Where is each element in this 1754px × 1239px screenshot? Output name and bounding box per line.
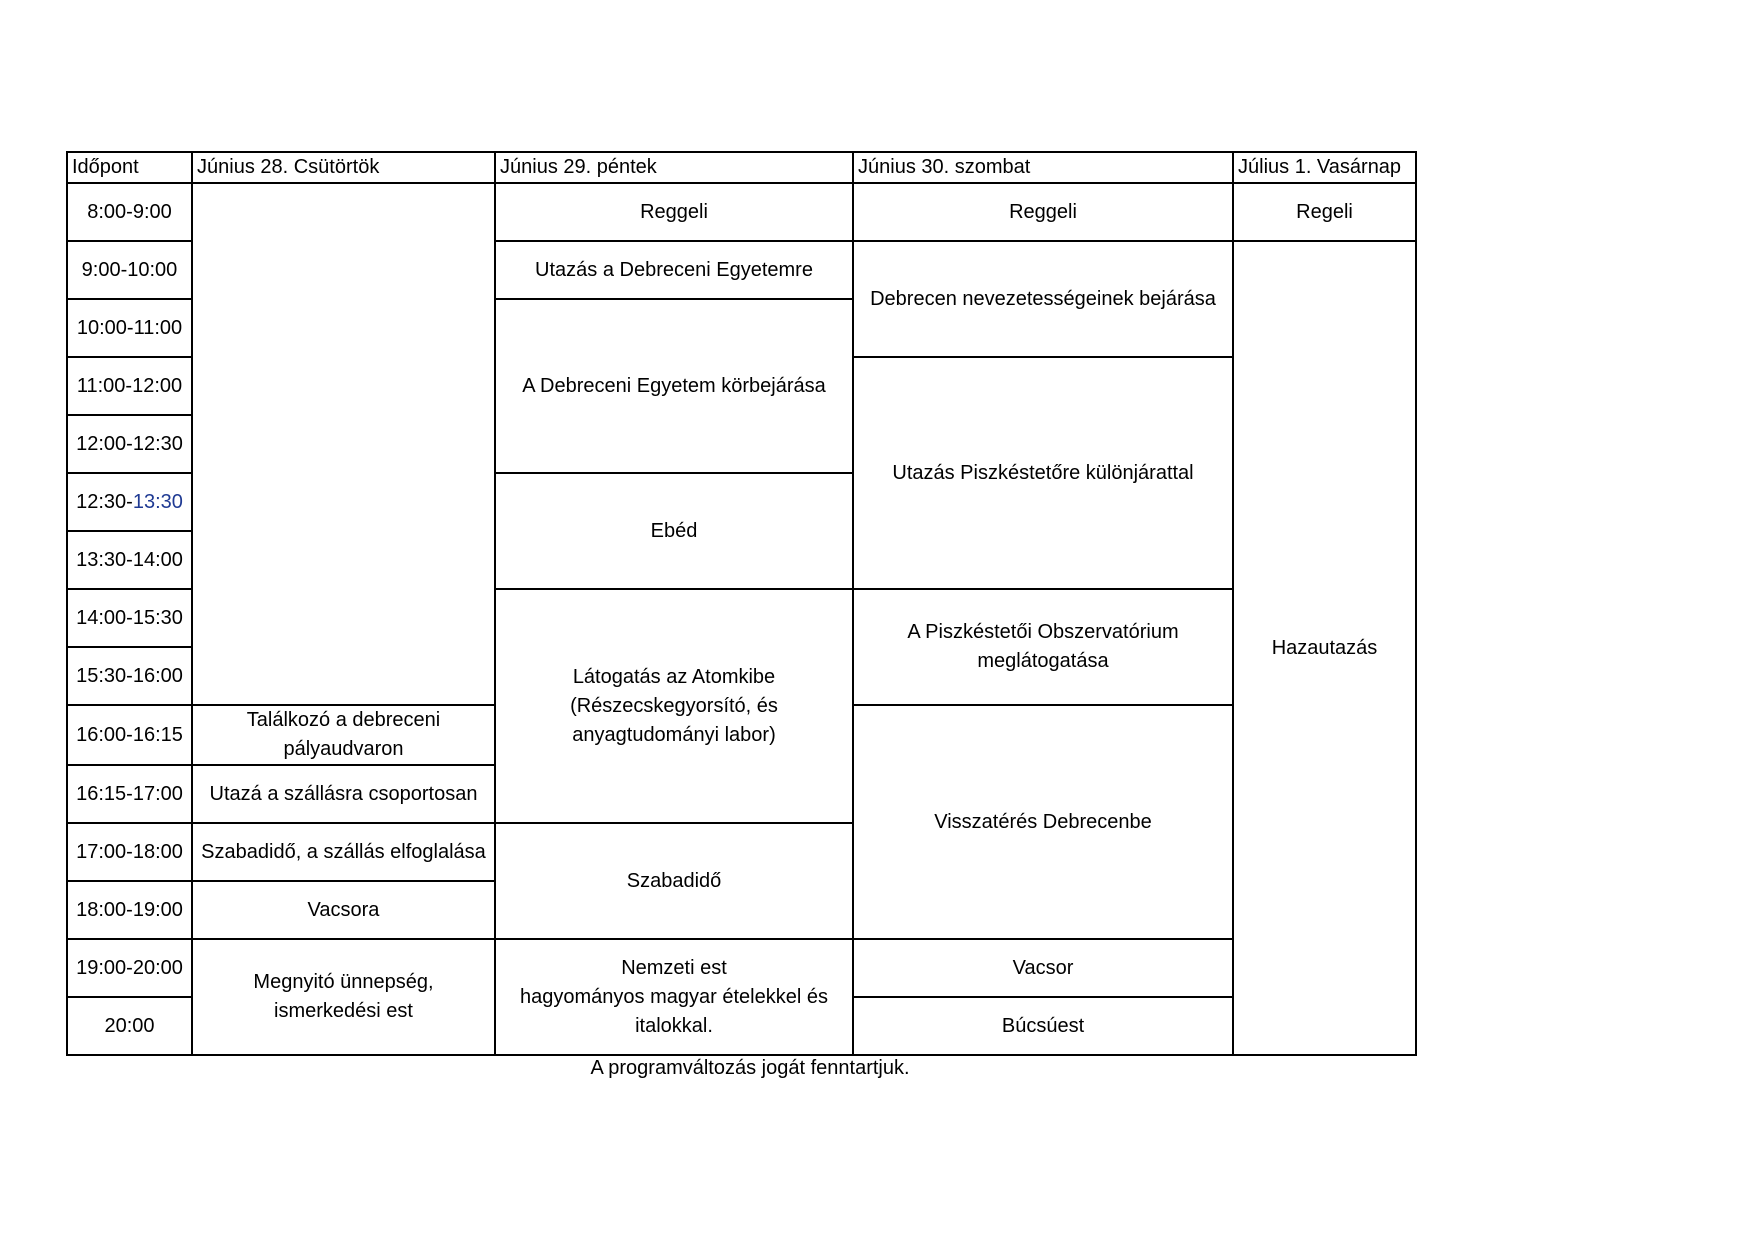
schedule-row [67,939,1416,997]
day3-farewell: Búcsúest [853,997,1233,1055]
time-slot: 17:00-18:00 [67,823,192,881]
footnote: A programváltozás jogát fenntartjuk. [590,1057,910,1079]
time-slot: 16:00-16:15 [67,705,192,765]
time-slot: 20:00 [67,997,192,1055]
time-slot: 14:00-15:30 [67,589,192,647]
time-slot: 8:00-9:00 [67,183,192,241]
day1-dinner: Vacsora [192,881,495,939]
day1-empty-cell [192,183,495,705]
day3-return: Visszatérés Debrecenbe [853,705,1233,939]
schedule-row [67,183,1416,241]
day3-observatory: A Piszkéstetői Obszervatórium meglátogatása [853,589,1233,705]
day2-visit: Látogatás az Atomkibe (Részecskegyorsító, és anyagtudományi labor) [495,589,853,823]
day3-dinner: Vacsor [853,939,1233,997]
header-day3: Június 30. szombat [853,152,1233,183]
day2-breakfast: Reggeli [495,183,853,241]
day3-sights: Debrecen nevezetességeinek bejárása [853,241,1233,357]
time-slot: 15:30-16:00 [67,647,192,705]
time-slot: 13:30-14:00 [67,531,192,589]
time-slot-start: 12:30- [76,490,133,513]
day1-meeting: Találkozó a debreceni pályaudvaron [192,705,495,765]
header-time: Időpont [67,152,192,183]
time-slot: 12:00-12:30 [67,415,192,473]
day4-breakfast: Regeli [1233,183,1416,241]
time-slot-end: 13:30 [132,490,183,513]
day3-breakfast: Reggeli [853,183,1233,241]
day3-travel: Utazás Piszkéstetőre különjárattal [853,357,1233,589]
time-slot [67,473,192,531]
day2-travel: Utazás a Debreceni Egyetemre [495,241,853,299]
time-slot: 9:00-10:00 [67,241,192,299]
day2-tour: A Debreceni Egyetem körbejárása [495,299,853,473]
day2-evening: Nemzeti est hagyományos magyar ételekkel és italokkal. [495,939,853,1055]
day1-opening: Megnyitó ünnepség, ismerkedési est [192,939,495,1055]
time-slot: 19:00-20:00 [67,939,192,997]
time-slot: 18:00-19:00 [67,881,192,939]
day1-free: Szabadidő, a szállás elfoglalása [192,823,495,881]
header-day4: Július 1. Vasárnap [1233,152,1416,183]
header-day2: Június 29. péntek [495,152,853,183]
time-slot: 10:00-11:00 [67,299,192,357]
header-row [67,152,1416,183]
day4-home: Hazautazás [1233,241,1416,1055]
day2-free: Szabadidő [495,823,853,939]
time-slot: 11:00-12:00 [67,357,192,415]
day2-lunch: Ebéd [495,473,853,589]
time-slot: 16:15-17:00 [67,765,192,823]
schedule-table [66,151,1417,1056]
day1-travel: Utazá a szállásra csoportosan [192,765,495,823]
header-day1: Június 28. Csütörtök [192,152,495,183]
